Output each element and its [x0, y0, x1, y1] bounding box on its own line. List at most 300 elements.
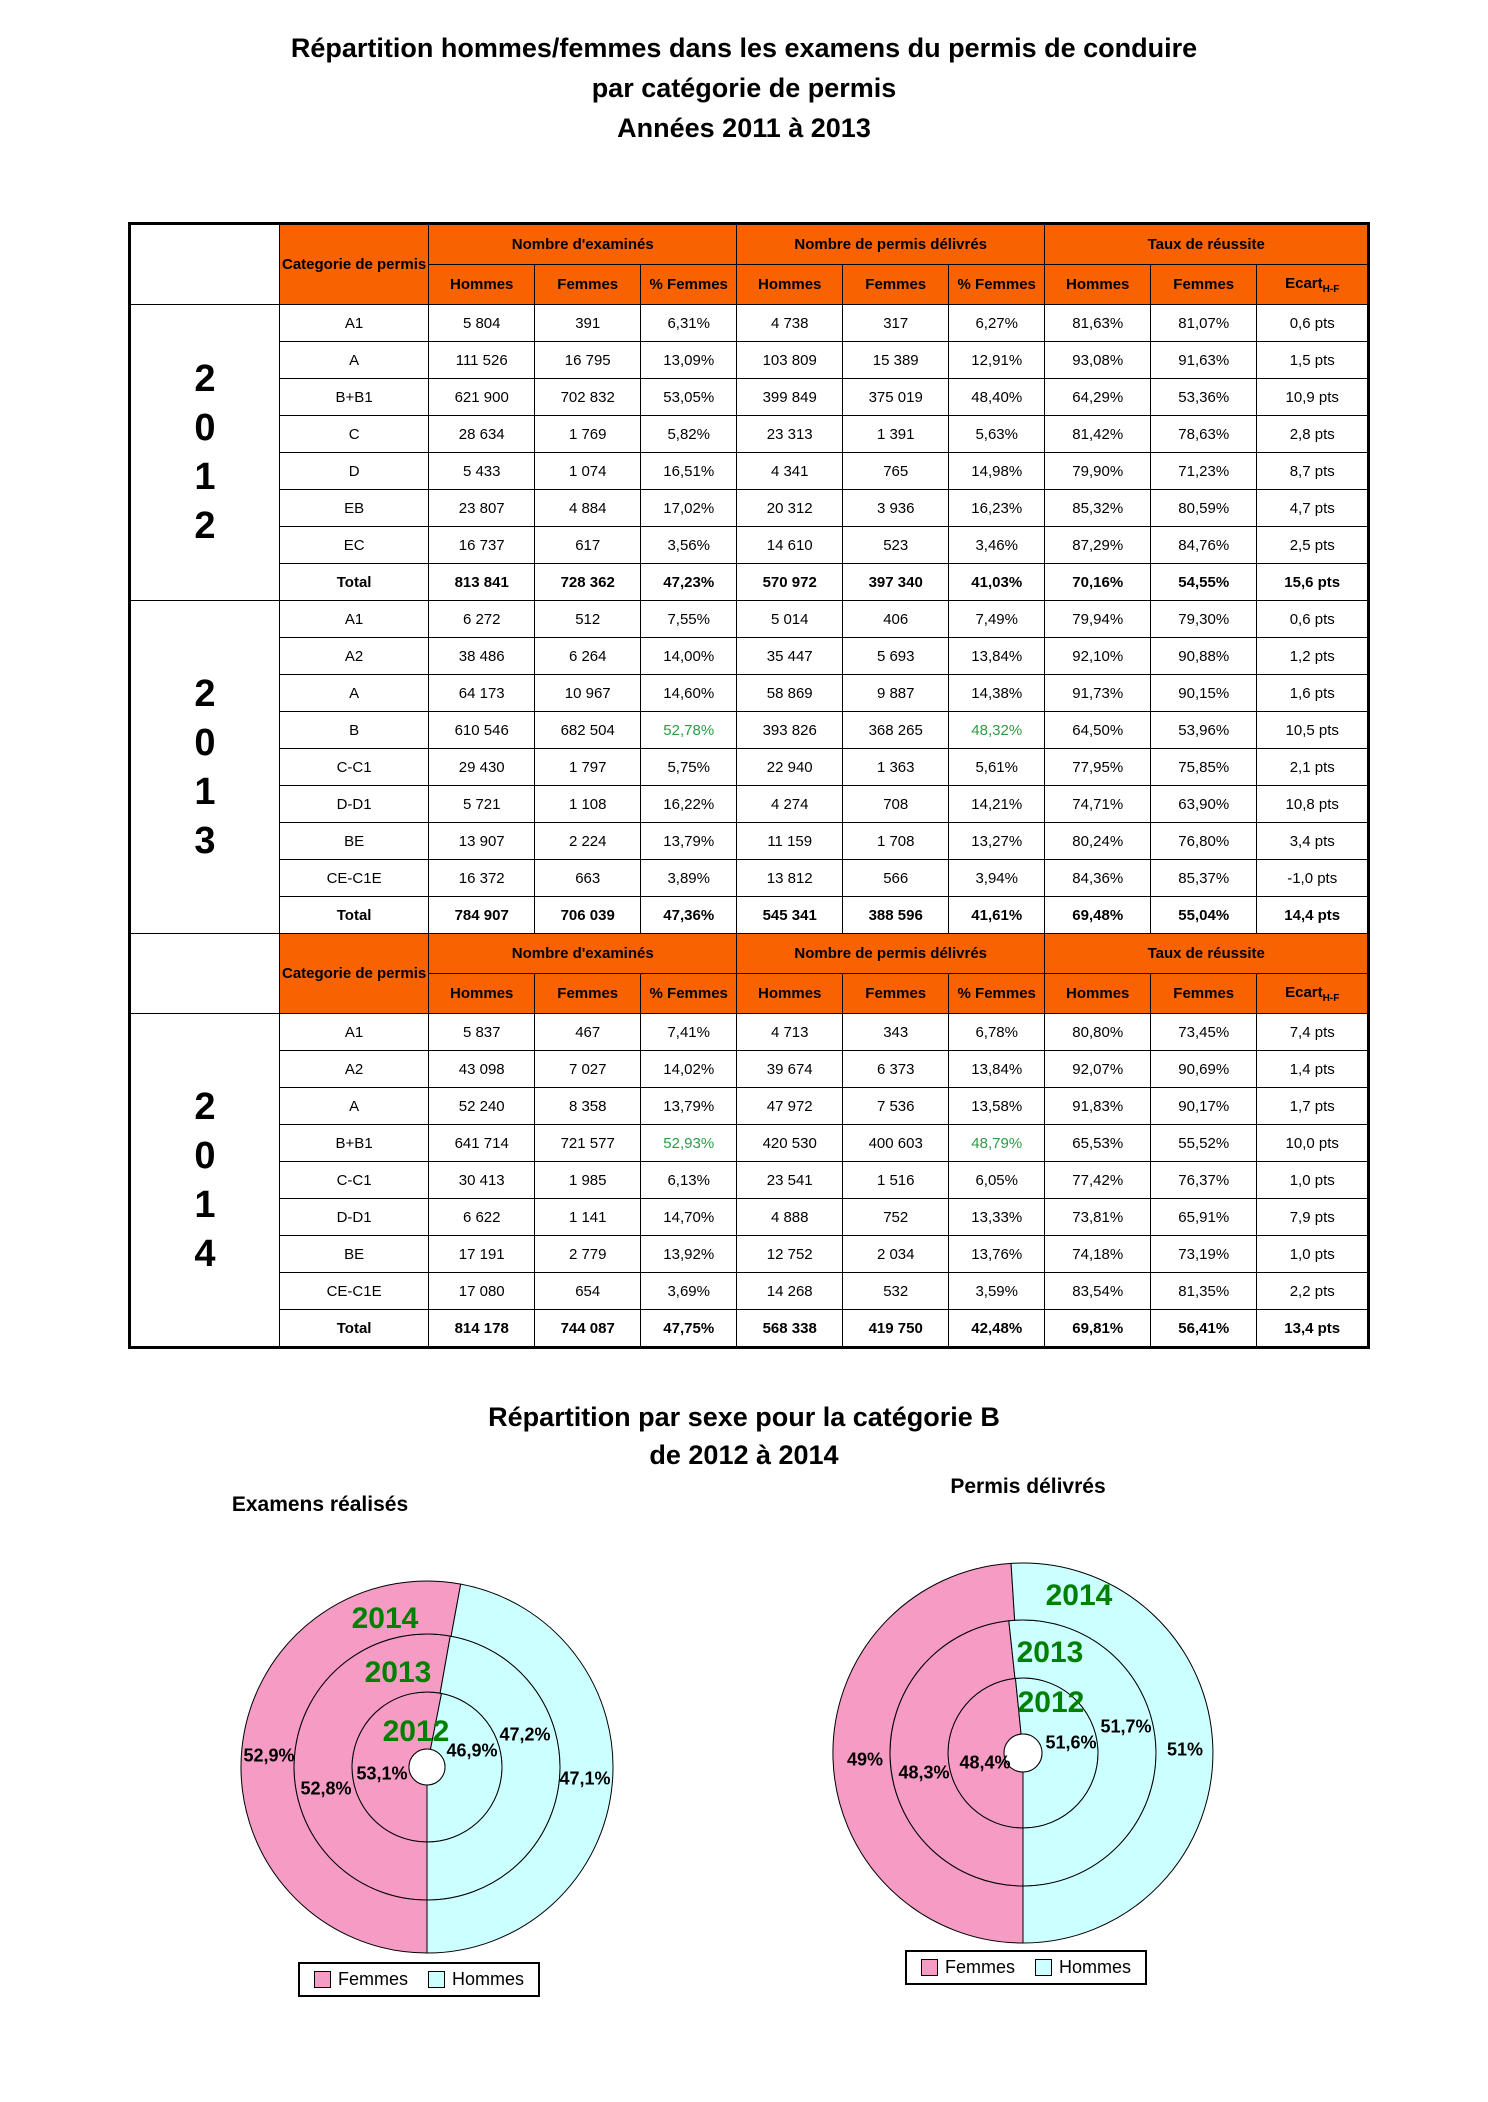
value-cell: 6,27%: [949, 305, 1045, 342]
header-ecart-subscript: H-F: [1322, 283, 1340, 295]
value-cell: 3,89%: [641, 860, 737, 897]
value-cell: 400 603: [843, 1125, 949, 1162]
legend-swatch: [1035, 1959, 1052, 1976]
year-digit: 4: [194, 1232, 216, 1275]
corner-cell: [130, 224, 280, 305]
category-cell: B: [280, 712, 429, 749]
value-cell: 5 693: [843, 638, 949, 675]
hommes-pct-label: 51%: [1166, 1739, 1204, 1760]
value-cell: 63,90%: [1151, 786, 1257, 823]
value-cell: 103 809: [737, 342, 843, 379]
table-row: [130, 416, 1369, 453]
value-cell: 80,24%: [1045, 823, 1151, 860]
category-cell: CE-C1E: [280, 860, 429, 897]
header-group: Nombre de permis délivrés: [737, 934, 1045, 974]
chart-legend: [298, 1962, 540, 1997]
value-cell: 13 907: [429, 823, 535, 860]
value-cell: 90,88%: [1151, 638, 1257, 675]
value-cell: 7,9 pts: [1257, 1199, 1369, 1236]
chart-examens-realises: [180, 1485, 680, 2025]
year-digit: 1: [194, 770, 216, 813]
hommes-pct-label: 51,6%: [1045, 1732, 1097, 1753]
table-row: [130, 1162, 1369, 1199]
value-cell: 55,04%: [1151, 897, 1257, 934]
value-cell: 10 967: [535, 675, 641, 712]
value-cell: 76,37%: [1151, 1162, 1257, 1199]
header-sub: Femmes: [843, 265, 949, 305]
value-cell: 14,98%: [949, 453, 1045, 490]
value-cell: 13,58%: [949, 1088, 1045, 1125]
value-cell: 3,94%: [949, 860, 1045, 897]
value-cell: 52 240: [429, 1088, 535, 1125]
value-cell: 47,23%: [641, 564, 737, 601]
value-cell: 16 795: [535, 342, 641, 379]
year-digit: 1: [194, 1183, 216, 1226]
value-cell: 7,49%: [949, 601, 1045, 638]
value-cell: 388 596: [843, 897, 949, 934]
value-cell: 654: [535, 1273, 641, 1310]
value-cell: 399 849: [737, 379, 843, 416]
value-cell: 16 737: [429, 527, 535, 564]
value-cell: 91,73%: [1045, 675, 1151, 712]
header-sub: Ecart$_{H-F}$: [1257, 265, 1369, 305]
value-cell: 6,05%: [949, 1162, 1045, 1199]
header-sub: Hommes: [1045, 974, 1151, 1014]
value-cell: 1,6 pts: [1257, 675, 1369, 712]
ring-year-label: 2012: [1017, 1686, 1085, 1719]
value-cell: 111 526: [429, 342, 535, 379]
value-cell: 23 541: [737, 1162, 843, 1199]
value-cell: 13,84%: [949, 638, 1045, 675]
value-cell: 90,69%: [1151, 1051, 1257, 1088]
value-cell: 641 714: [429, 1125, 535, 1162]
value-cell: 1 769: [535, 416, 641, 453]
value-cell: 42,48%: [949, 1310, 1045, 1348]
value-cell: 3,4 pts: [1257, 823, 1369, 860]
value-cell: 65,91%: [1151, 1199, 1257, 1236]
value-cell: 15 389: [843, 342, 949, 379]
header-categorie: Categorie de permis: [280, 224, 429, 305]
value-cell: 48,40%: [949, 379, 1045, 416]
value-cell: 4,7 pts: [1257, 490, 1369, 527]
legend-label: Hommes: [1059, 1957, 1132, 1977]
value-cell: 90,15%: [1151, 675, 1257, 712]
value-cell: 375 019: [843, 379, 949, 416]
value-cell: 1,4 pts: [1257, 1051, 1369, 1088]
value-cell: 7,4 pts: [1257, 1014, 1369, 1051]
value-cell: 16,23%: [949, 490, 1045, 527]
value-cell: 14 268: [737, 1273, 843, 1310]
value-cell: 80,80%: [1045, 1014, 1151, 1051]
year-digit: 3: [194, 819, 216, 862]
value-cell: 14 610: [737, 527, 843, 564]
category-cell: B+B1: [280, 379, 429, 416]
legend-item: [1035, 1957, 1131, 1978]
value-cell: 39 674: [737, 1051, 843, 1088]
header-group: Taux de réussite: [1045, 224, 1369, 265]
value-cell: 16,51%: [641, 453, 737, 490]
value-cell: 6 272: [429, 601, 535, 638]
value-cell: 64 173: [429, 675, 535, 712]
value-cell: 13,33%: [949, 1199, 1045, 1236]
value-cell: 92,10%: [1045, 638, 1151, 675]
table-row: [130, 860, 1369, 897]
table-row: [130, 564, 1369, 601]
value-cell: 75,85%: [1151, 749, 1257, 786]
year-digit: 2: [194, 672, 216, 715]
value-cell: 47,36%: [641, 897, 737, 934]
year-digit: 2: [194, 1085, 216, 1128]
value-cell: 5 014: [737, 601, 843, 638]
value-cell: 2 779: [535, 1236, 641, 1273]
hommes-pct-label: 47,2%: [499, 1724, 551, 1745]
header-sub: % Femmes: [641, 974, 737, 1014]
value-cell: 1 141: [535, 1199, 641, 1236]
header-sub: Hommes: [737, 974, 843, 1014]
header-sub: % Femmes: [949, 974, 1045, 1014]
value-cell: 5,82%: [641, 416, 737, 453]
category-cell: Total: [280, 1310, 429, 1348]
category-cell: A1: [280, 1014, 429, 1051]
header-sub: Femmes: [535, 974, 641, 1014]
value-cell: 10,5 pts: [1257, 712, 1369, 749]
value-cell: 1 363: [843, 749, 949, 786]
value-cell: 512: [535, 601, 641, 638]
value-cell: 706 039: [535, 897, 641, 934]
value-cell: 10,0 pts: [1257, 1125, 1369, 1162]
year-label: [130, 601, 280, 934]
value-cell: 20 312: [737, 490, 843, 527]
value-cell: 17 191: [429, 1236, 535, 1273]
value-cell: 4 738: [737, 305, 843, 342]
table-row: [130, 638, 1369, 675]
femmes-pct-label: 49%: [846, 1749, 884, 1770]
value-cell: 77,42%: [1045, 1162, 1151, 1199]
category-cell: A1: [280, 601, 429, 638]
value-cell: 391: [535, 305, 641, 342]
value-cell: 52,78%: [641, 712, 737, 749]
donut-rings: [790, 1470, 1290, 2010]
value-cell: 58 869: [737, 675, 843, 712]
chart-permis-delivres: [790, 1470, 1290, 2010]
header-sub: Hommes: [737, 265, 843, 305]
table-row: [130, 1236, 1369, 1273]
value-cell: 814 178: [429, 1310, 535, 1348]
value-cell: 5,75%: [641, 749, 737, 786]
year-digit: 0: [194, 407, 216, 449]
value-cell: 13,4 pts: [1257, 1310, 1369, 1348]
value-cell: 78,63%: [1151, 416, 1257, 453]
table-row: [130, 786, 1369, 823]
header-sub: Hommes: [1045, 265, 1151, 305]
value-cell: 4 341: [737, 453, 843, 490]
year-digit: 2: [194, 358, 216, 400]
value-cell: 85,32%: [1045, 490, 1151, 527]
header-sub: Femmes: [1151, 265, 1257, 305]
value-cell: 1 516: [843, 1162, 949, 1199]
value-cell: 81,63%: [1045, 305, 1151, 342]
value-cell: 85,37%: [1151, 860, 1257, 897]
header-sub: Hommes: [429, 265, 535, 305]
value-cell: 14,4 pts: [1257, 897, 1369, 934]
category-cell: C-C1: [280, 1162, 429, 1199]
legend-label: Femmes: [945, 1957, 1016, 1977]
value-cell: 5,61%: [949, 749, 1045, 786]
ring-year-label: 2014: [351, 1602, 419, 1635]
title-line-2: par catégorie de permis: [591, 73, 897, 103]
table-row: [130, 453, 1369, 490]
value-cell: 16,22%: [641, 786, 737, 823]
ring-year-label: 2013: [1016, 1636, 1084, 1669]
value-cell: -1,0 pts: [1257, 860, 1369, 897]
value-cell: 4 713: [737, 1014, 843, 1051]
category-cell: A: [280, 1088, 429, 1125]
header-sub: Femmes: [1151, 974, 1257, 1014]
value-cell: 52,93%: [641, 1125, 737, 1162]
table-row: [130, 1051, 1369, 1088]
corner-cell: [130, 934, 280, 1014]
table-header-row: [130, 934, 1369, 974]
value-cell: 13,76%: [949, 1236, 1045, 1273]
value-cell: 5 804: [429, 305, 535, 342]
value-cell: 17 080: [429, 1273, 535, 1310]
value-cell: 54,55%: [1151, 564, 1257, 601]
category-cell: D-D1: [280, 786, 429, 823]
table-row: [130, 1273, 1369, 1310]
header-group: Taux de réussite: [1045, 934, 1369, 974]
value-cell: 41,03%: [949, 564, 1045, 601]
legend-item: [314, 1969, 408, 1990]
stats-table: [128, 222, 1370, 1349]
value-cell: 1,0 pts: [1257, 1236, 1369, 1273]
value-cell: 38 486: [429, 638, 535, 675]
value-cell: 5 433: [429, 453, 535, 490]
value-cell: 23 313: [737, 416, 843, 453]
category-cell: A: [280, 342, 429, 379]
header-ecart-subscript: H-F: [1322, 992, 1340, 1004]
value-cell: 13,27%: [949, 823, 1045, 860]
header-sub: % Femmes: [641, 265, 737, 305]
value-cell: 79,30%: [1151, 601, 1257, 638]
value-cell: 84,36%: [1045, 860, 1151, 897]
value-cell: 81,42%: [1045, 416, 1151, 453]
value-cell: 92,07%: [1045, 1051, 1151, 1088]
legend-swatch: [921, 1959, 938, 1976]
table-header-row: [130, 224, 1369, 265]
value-cell: 79,94%: [1045, 601, 1151, 638]
value-cell: 41,61%: [949, 897, 1045, 934]
value-cell: 1,0 pts: [1257, 1162, 1369, 1199]
value-cell: 64,50%: [1045, 712, 1151, 749]
value-cell: 7 027: [535, 1051, 641, 1088]
value-cell: 11 159: [737, 823, 843, 860]
value-cell: 81,35%: [1151, 1273, 1257, 1310]
category-cell: C-C1: [280, 749, 429, 786]
value-cell: 467: [535, 1014, 641, 1051]
femmes-pct-label: 48,3%: [898, 1762, 950, 1783]
value-cell: 83,54%: [1045, 1273, 1151, 1310]
value-cell: 13,09%: [641, 342, 737, 379]
value-cell: 2,2 pts: [1257, 1273, 1369, 1310]
value-cell: 784 907: [429, 897, 535, 934]
value-cell: 1 985: [535, 1162, 641, 1199]
category-cell: D-D1: [280, 1199, 429, 1236]
value-cell: 53,96%: [1151, 712, 1257, 749]
value-cell: 721 577: [535, 1125, 641, 1162]
hommes-pct-label: 46,9%: [446, 1740, 498, 1761]
table-row: [130, 1125, 1369, 1162]
value-cell: 12,91%: [949, 342, 1045, 379]
category-cell: A2: [280, 1051, 429, 1088]
table-row: [130, 897, 1369, 934]
value-cell: 317: [843, 305, 949, 342]
value-cell: 6,31%: [641, 305, 737, 342]
value-cell: 23 807: [429, 490, 535, 527]
value-cell: 2,8 pts: [1257, 416, 1369, 453]
year-digit: 0: [194, 721, 216, 764]
category-cell: Total: [280, 564, 429, 601]
table-row: [130, 379, 1369, 416]
value-cell: 343: [843, 1014, 949, 1051]
legend-label: Hommes: [452, 1969, 525, 1989]
value-cell: 80,59%: [1151, 490, 1257, 527]
value-cell: 73,81%: [1045, 1199, 1151, 1236]
legend-label: Femmes: [338, 1969, 409, 1989]
value-cell: 621 900: [429, 379, 535, 416]
value-cell: 7,41%: [641, 1014, 737, 1051]
value-cell: 1,5 pts: [1257, 342, 1369, 379]
value-cell: 3,69%: [641, 1273, 737, 1310]
value-cell: 79,90%: [1045, 453, 1151, 490]
value-cell: 35 447: [737, 638, 843, 675]
value-cell: 53,36%: [1151, 379, 1257, 416]
value-cell: 7 536: [843, 1088, 949, 1125]
year-digits: [133, 674, 277, 861]
value-cell: 10,9 pts: [1257, 379, 1369, 416]
femmes-pct-label: 52,9%: [243, 1745, 295, 1766]
value-cell: 91,83%: [1045, 1088, 1151, 1125]
category-cell: Total: [280, 897, 429, 934]
chart-title: Permis délivrés: [950, 1475, 1106, 1498]
value-cell: 65,53%: [1045, 1125, 1151, 1162]
year-digits: [133, 359, 277, 546]
document-title: [0, 28, 1488, 148]
value-cell: 10,8 pts: [1257, 786, 1369, 823]
header-sub: Ecart$_{H-F}$: [1257, 974, 1369, 1014]
year-digit: 2: [194, 505, 216, 547]
year-label: [130, 1014, 280, 1348]
value-cell: 93,08%: [1045, 342, 1151, 379]
header-sub: Femmes: [535, 265, 641, 305]
table-row: [130, 1310, 1369, 1348]
hommes-pct-label: 51,7%: [1100, 1716, 1152, 1737]
value-cell: 73,19%: [1151, 1236, 1257, 1273]
value-cell: 9 887: [843, 675, 949, 712]
value-cell: 1,2 pts: [1257, 638, 1369, 675]
value-cell: 813 841: [429, 564, 535, 601]
value-cell: 4 884: [535, 490, 641, 527]
category-cell: A1: [280, 305, 429, 342]
category-cell: EC: [280, 527, 429, 564]
value-cell: 76,80%: [1151, 823, 1257, 860]
value-cell: 13 812: [737, 860, 843, 897]
value-cell: 2,5 pts: [1257, 527, 1369, 564]
femmes-pct-label: 48,4%: [959, 1752, 1011, 1773]
value-cell: 5,63%: [949, 416, 1045, 453]
value-cell: 702 832: [535, 379, 641, 416]
value-cell: 5 721: [429, 786, 535, 823]
value-cell: 3,59%: [949, 1273, 1045, 1310]
title-line-3: Années 2011 à 2013: [617, 113, 871, 143]
value-cell: 90,17%: [1151, 1088, 1257, 1125]
value-cell: 1 391: [843, 416, 949, 453]
value-cell: 14,21%: [949, 786, 1045, 823]
value-cell: 8 358: [535, 1088, 641, 1125]
year-label: [130, 305, 280, 601]
value-cell: 3,46%: [949, 527, 1045, 564]
chart-legend: [905, 1950, 1147, 1985]
table-row: [130, 1014, 1369, 1051]
value-cell: 14,02%: [641, 1051, 737, 1088]
value-cell: 28 634: [429, 416, 535, 453]
category-cell: D: [280, 453, 429, 490]
value-cell: 744 087: [535, 1310, 641, 1348]
value-cell: 12 752: [737, 1236, 843, 1273]
value-cell: 15,6 pts: [1257, 564, 1369, 601]
value-cell: 13,79%: [641, 823, 737, 860]
category-cell: A2: [280, 638, 429, 675]
value-cell: 14,70%: [641, 1199, 737, 1236]
value-cell: 13,79%: [641, 1088, 737, 1125]
table-row: [130, 1088, 1369, 1125]
value-cell: 47,75%: [641, 1310, 737, 1348]
value-cell: 617: [535, 527, 641, 564]
value-cell: 84,76%: [1151, 527, 1257, 564]
value-cell: 13,84%: [949, 1051, 1045, 1088]
legend-swatch: [428, 1971, 445, 1988]
value-cell: 610 546: [429, 712, 535, 749]
value-cell: 64,29%: [1045, 379, 1151, 416]
value-cell: 4 888: [737, 1199, 843, 1236]
value-cell: 397 340: [843, 564, 949, 601]
value-cell: 56,41%: [1151, 1310, 1257, 1348]
table-row: [130, 749, 1369, 786]
value-cell: 752: [843, 1199, 949, 1236]
value-cell: 1 074: [535, 453, 641, 490]
value-cell: 47 972: [737, 1088, 843, 1125]
value-cell: 87,29%: [1045, 527, 1151, 564]
table-row: [130, 527, 1369, 564]
value-cell: 2 034: [843, 1236, 949, 1273]
value-cell: 4 274: [737, 786, 843, 823]
value-cell: 53,05%: [641, 379, 737, 416]
value-cell: 22 940: [737, 749, 843, 786]
category-cell: BE: [280, 1236, 429, 1273]
value-cell: 368 265: [843, 712, 949, 749]
value-cell: 0,6 pts: [1257, 601, 1369, 638]
header-group: Nombre d'examinés: [429, 224, 737, 265]
value-cell: 545 341: [737, 897, 843, 934]
value-cell: 6,13%: [641, 1162, 737, 1199]
value-cell: 1 108: [535, 786, 641, 823]
value-cell: 393 826: [737, 712, 843, 749]
chart-title: Examens réalisés: [231, 1493, 409, 1516]
value-cell: 29 430: [429, 749, 535, 786]
value-cell: 6 373: [843, 1051, 949, 1088]
value-cell: 81,07%: [1151, 305, 1257, 342]
year-digit: 1: [194, 456, 216, 498]
value-cell: 568 338: [737, 1310, 843, 1348]
